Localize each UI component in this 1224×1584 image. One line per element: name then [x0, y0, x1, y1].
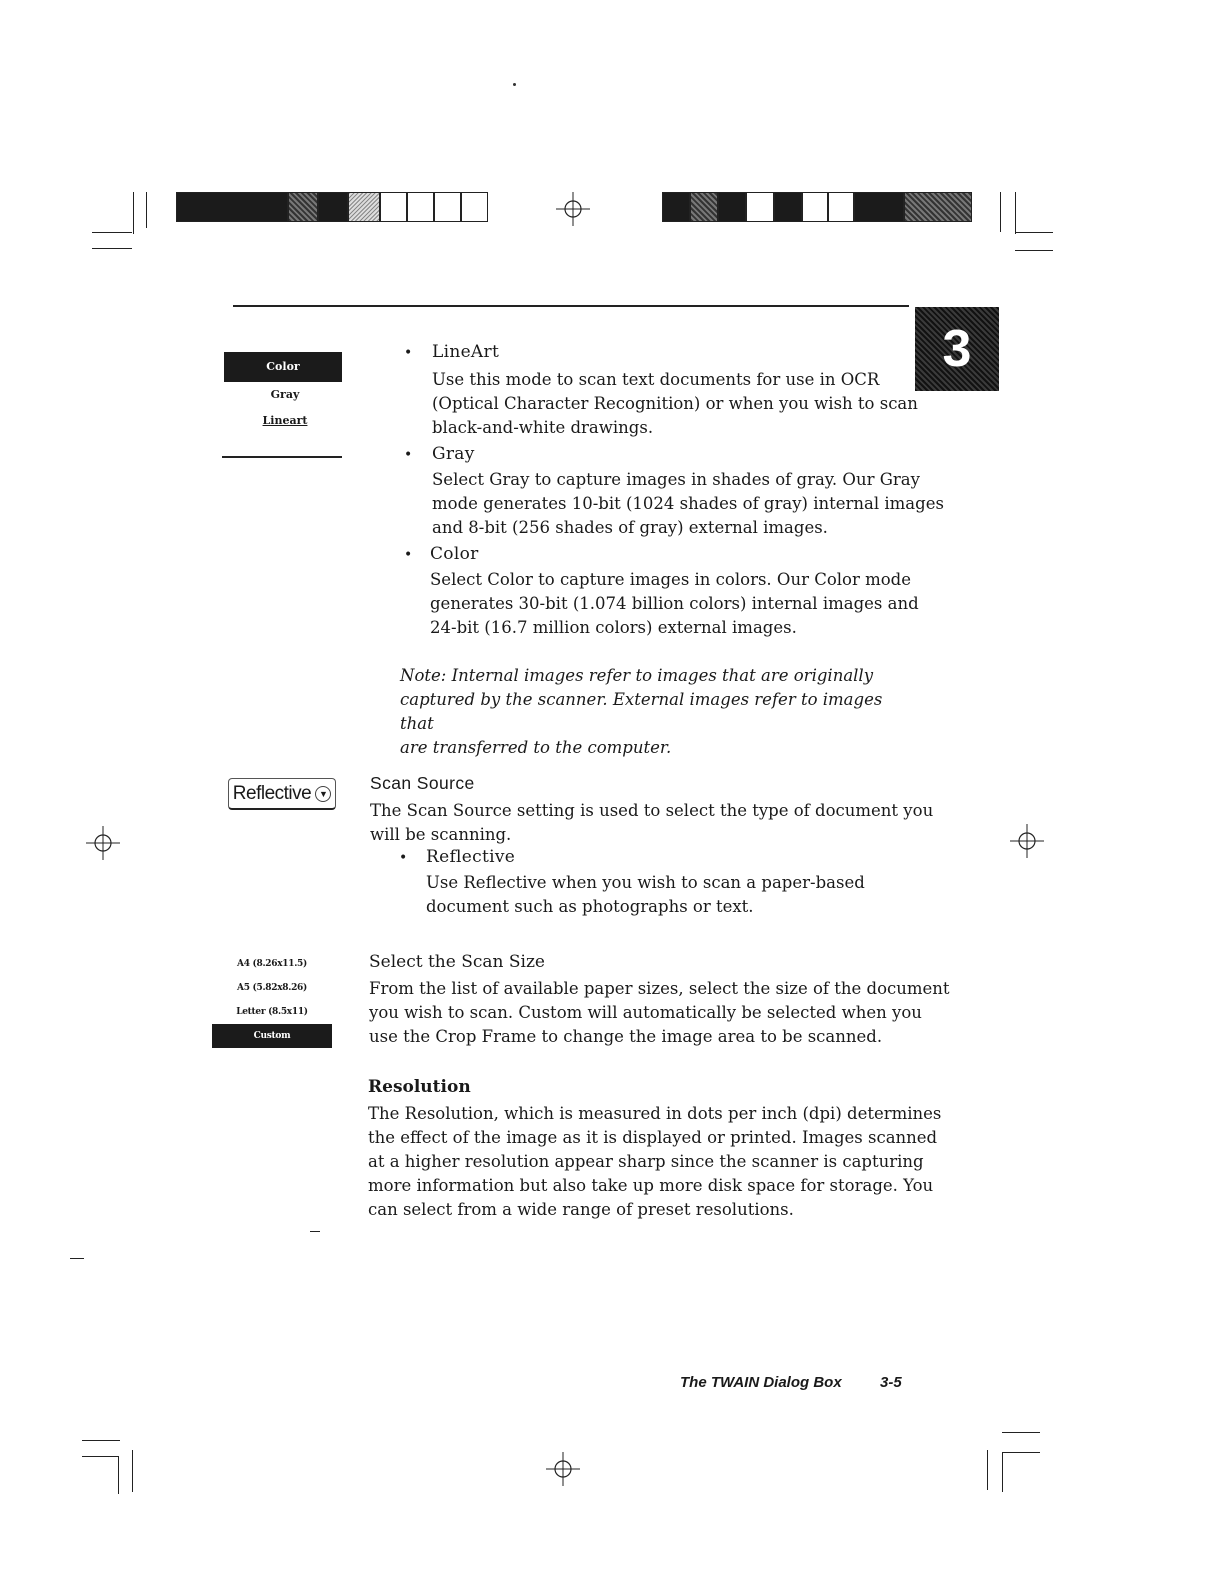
mode-desc-line: Select Gray to capture images in shades of gray. Our Gray	[432, 470, 920, 489]
scan-size-line: you wish to scan. Custom will automatically be selected when you	[369, 1003, 922, 1022]
mode-desc-line: mode generates 10-bit (1024 shades of gray) internal images	[432, 494, 944, 513]
mode-desc-line: Use this mode to scan text documents for use in OCR	[432, 370, 880, 389]
crop-mark	[1015, 192, 1016, 234]
scan-mode-list	[224, 352, 342, 434]
registration-target-icon	[86, 826, 120, 860]
registration-target-icon	[1010, 824, 1044, 858]
scan-size-line: use the Crop Frame to change the image area to be scanned.	[369, 1027, 883, 1046]
mode-desc-line: Select Color to capture images in colors. Our Color mode	[430, 570, 912, 589]
chapter-rule	[233, 305, 909, 307]
registration-target-icon	[546, 1452, 580, 1486]
scan-source-value: Reflective	[232, 782, 312, 804]
reflective-line: Use Reflective when you wish to scan a paper-based	[426, 873, 865, 892]
mode-desc-line: black-and-white drawings.	[432, 418, 654, 437]
mode-title-gray: Gray	[432, 444, 475, 464]
mode-option-lineart: Lineart	[262, 414, 308, 427]
resolution-line: more information but also take up more disk space for storage. You	[368, 1176, 934, 1195]
mode-option-gray: Gray	[270, 388, 300, 401]
note-block	[400, 664, 920, 760]
resolution-line: can select from a wide range of preset resolutions.	[368, 1200, 794, 1219]
resolution-line: The Resolution, which is measured in dots per inch (dpi) determines	[368, 1104, 942, 1123]
size-option-selected: Custom	[212, 1024, 332, 1048]
crop-mark	[82, 1440, 120, 1441]
crop-mark	[133, 192, 134, 234]
mode-desc-line: generates 30-bit (1.074 billion colors) internal images and	[430, 594, 919, 613]
crop-mark	[92, 232, 132, 233]
crop-mark	[118, 1456, 119, 1494]
crop-mark	[1002, 1432, 1040, 1433]
resolution-heading: Resolution	[368, 1077, 471, 1097]
note-line: captured by the scanner. External images refer to images that	[400, 690, 883, 733]
scan-size-line: From the list of available paper sizes, select the size of the document	[369, 979, 950, 998]
crop-mark	[1000, 192, 1001, 232]
reflective-line: document such as photographs or text.	[426, 897, 754, 916]
crop-mark	[92, 248, 132, 249]
reflective-title: Reflective	[426, 847, 516, 867]
crop-mark	[1015, 250, 1053, 251]
bullet-icon: •	[404, 345, 413, 361]
running-footer-title: The TWAIN Dialog Box	[680, 1374, 842, 1391]
note-line: are transferred to the computer.	[400, 738, 672, 757]
mode-title-color: Color	[430, 544, 479, 564]
scan-source-line: will be scanning.	[370, 825, 512, 844]
note-line: Note: Internal images refer to images that are originally	[400, 666, 874, 685]
mode-divider	[222, 456, 342, 458]
size-option: A5 (5.82x8.26)	[237, 983, 307, 993]
scan-size-list	[212, 952, 332, 1048]
mode-desc-line: 24-bit (16.7 million colors) external images.	[430, 618, 797, 637]
mode-desc-line: (Optical Character Recognition) or when you wish to scan	[432, 394, 918, 413]
chapter-tab: 3	[915, 307, 999, 391]
resolution-line: at a higher resolution appear sharp since the scanner is capturing	[368, 1152, 924, 1171]
chevron-down-icon: ▼	[315, 786, 331, 802]
crop-mark	[82, 1456, 118, 1457]
crop-mark	[987, 1450, 988, 1490]
bullet-icon: •	[404, 447, 413, 463]
crop-mark	[1002, 1452, 1003, 1492]
crop-mark	[1015, 232, 1053, 233]
crop-mark	[1002, 1452, 1040, 1453]
bullet-icon: •	[404, 547, 413, 563]
registration-target-icon	[556, 192, 590, 226]
page-number: 3-5	[880, 1374, 902, 1391]
size-option: Letter (8.5x11)	[236, 1007, 308, 1017]
mode-option-color: Color	[224, 352, 342, 382]
resolution-line: the effect of the image as it is displayed or printed. Images scanned	[368, 1128, 938, 1147]
scan-source-heading: Scan Source	[370, 773, 475, 793]
crop-mark	[132, 1450, 133, 1492]
scan-source-line: The Scan Source setting is used to select the type of document you	[370, 801, 934, 820]
color-registration-bar-left	[176, 192, 488, 222]
scan-source-dropdown	[228, 778, 336, 810]
color-registration-bar-right	[662, 192, 972, 222]
mode-desc-line: and 8-bit (256 shades of gray) external images.	[432, 518, 828, 537]
crop-mark	[146, 192, 147, 228]
mode-title-lineart: LineArt	[432, 342, 500, 362]
scan-speck	[310, 1231, 320, 1232]
scan-speck	[513, 83, 516, 86]
scan-speck	[70, 1258, 84, 1259]
scan-size-heading: Select the Scan Size	[369, 952, 545, 972]
size-option: A4 (8.26x11.5)	[237, 959, 307, 969]
bullet-icon: •	[399, 850, 408, 866]
